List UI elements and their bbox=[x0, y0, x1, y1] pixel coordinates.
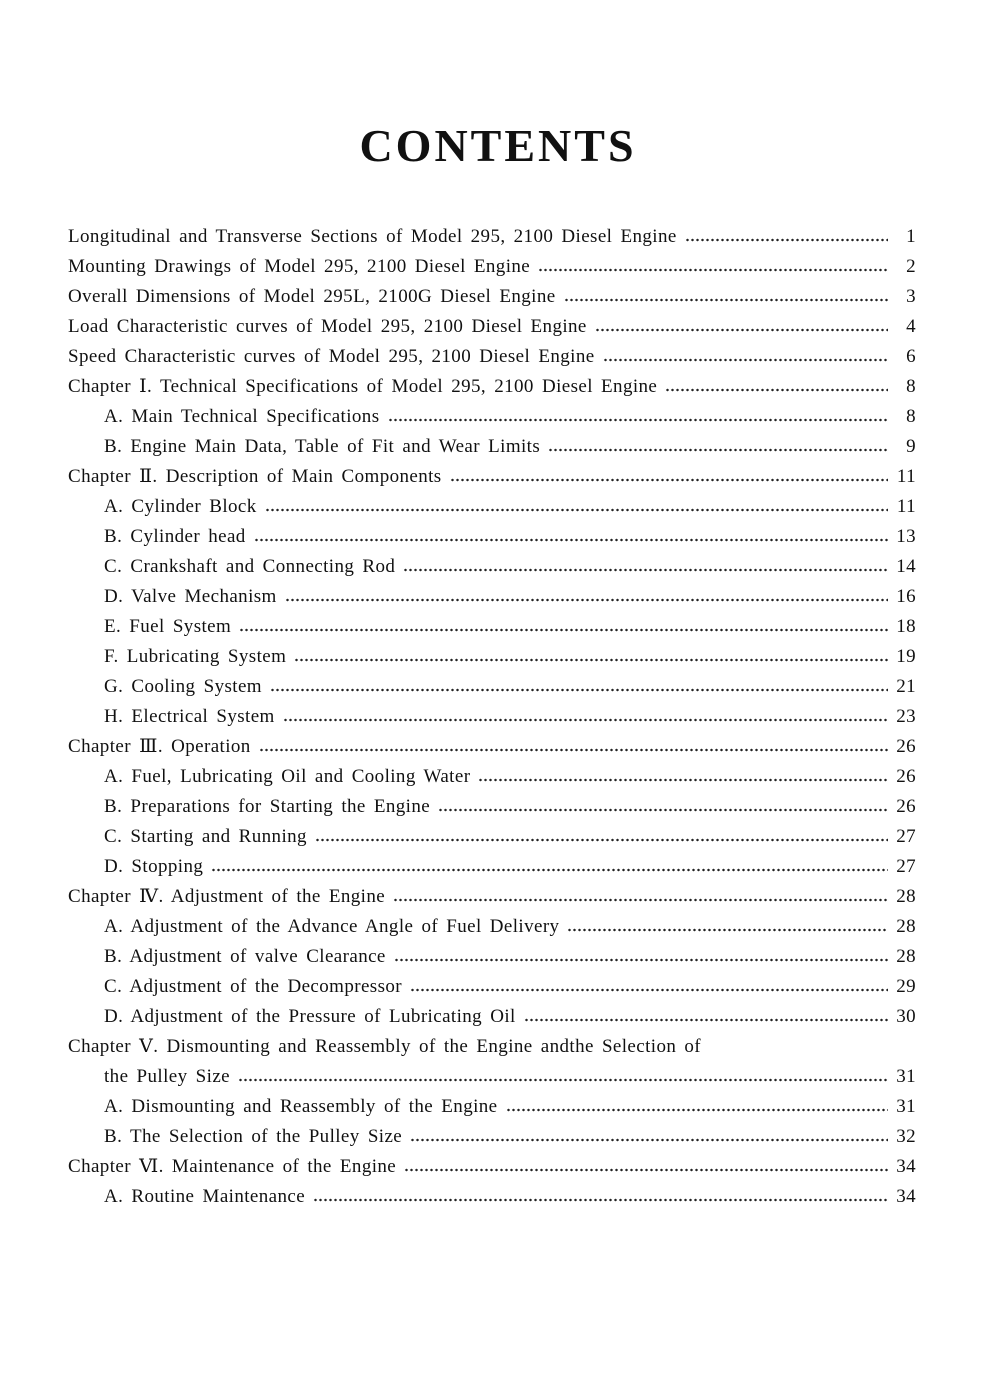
toc-entry-label: Chapter Ⅰ. Technical Specifications of Model 295, 2100 Diesel Engine bbox=[68, 376, 658, 397]
toc-entry-page-number: 6 bbox=[906, 346, 916, 367]
toc-entry bbox=[0, 972, 996, 1002]
toc-entry bbox=[0, 1122, 996, 1152]
dot-leader bbox=[239, 626, 888, 634]
toc-entry bbox=[0, 852, 996, 882]
toc-entry-label: A. Main Technical Specifications bbox=[104, 406, 380, 427]
dot-leader bbox=[410, 1136, 888, 1144]
toc-entry bbox=[0, 282, 996, 312]
dot-leader bbox=[595, 326, 888, 334]
dot-leader bbox=[313, 1196, 888, 1204]
dot-leader bbox=[506, 1106, 888, 1114]
dot-leader bbox=[450, 476, 888, 484]
dot-leader bbox=[270, 686, 888, 694]
toc-entry-page-number: 21 bbox=[896, 676, 916, 697]
toc-entry-label: D. Adjustment of the Pressure of Lubricating Oil bbox=[104, 1006, 516, 1027]
toc-entry-page-number: 32 bbox=[896, 1126, 916, 1147]
dot-leader bbox=[211, 866, 888, 874]
toc-entry-label: Chapter Ⅱ. Description of Main Components bbox=[68, 466, 442, 487]
toc-entry-label: C. Crankshaft and Connecting Rod bbox=[104, 556, 396, 577]
toc-entry-page-number: 28 bbox=[896, 916, 916, 937]
toc-entry-label: Chapter Ⅳ. Adjustment of the Engine bbox=[68, 886, 386, 907]
dot-leader bbox=[394, 956, 888, 964]
dot-leader bbox=[478, 776, 888, 784]
toc-entry bbox=[0, 792, 996, 822]
dot-leader bbox=[685, 236, 888, 244]
toc-entry-page-number: 28 bbox=[896, 946, 916, 967]
toc-entry-page-number: 29 bbox=[896, 976, 916, 997]
toc-entry-page-number: 31 bbox=[896, 1096, 916, 1117]
toc-entry-label: A. Fuel, Lubricating Oil and Cooling Water bbox=[104, 766, 471, 787]
dot-leader bbox=[238, 1076, 888, 1084]
toc-entry bbox=[0, 342, 996, 372]
dot-leader bbox=[254, 536, 888, 544]
dot-leader bbox=[393, 896, 888, 904]
toc-entry-page-number: 31 bbox=[896, 1066, 916, 1087]
toc-entry-label: the Pulley Size bbox=[104, 1066, 230, 1087]
toc-entry bbox=[0, 222, 996, 252]
dot-leader bbox=[538, 266, 888, 274]
toc-entry-page-number: 14 bbox=[896, 556, 916, 577]
toc-entry bbox=[0, 912, 996, 942]
dot-leader bbox=[294, 656, 888, 664]
toc-entry-label: G. Cooling System bbox=[104, 676, 262, 697]
toc-entry-label: Mounting Drawings of Model 295, 2100 Diesel Engine bbox=[68, 256, 531, 277]
toc-entry-label: B. The Selection of the Pulley Size bbox=[104, 1126, 403, 1147]
toc-entry-label: Chapter Ⅲ. Operation bbox=[68, 736, 251, 757]
toc-entry bbox=[0, 882, 996, 912]
toc-entry bbox=[0, 762, 996, 792]
dot-leader bbox=[388, 416, 889, 424]
toc-entry-page-number: 8 bbox=[906, 406, 916, 427]
toc-entry bbox=[0, 942, 996, 972]
toc-entry-label: A. Dismounting and Reassembly of the Engine bbox=[104, 1096, 498, 1117]
dot-leader bbox=[564, 296, 888, 304]
toc-entry-page-number: 13 bbox=[896, 526, 916, 547]
dot-leader bbox=[567, 926, 888, 934]
dot-leader bbox=[315, 836, 888, 844]
toc-entry bbox=[0, 312, 996, 342]
toc-entry bbox=[0, 732, 996, 762]
dot-leader bbox=[603, 356, 888, 364]
toc-entry bbox=[0, 462, 996, 492]
toc-entry-page-number: 1 bbox=[906, 226, 916, 247]
toc-entry-page-number: 16 bbox=[896, 586, 916, 607]
toc-entry-page-number: 28 bbox=[896, 886, 916, 907]
toc-entry bbox=[0, 402, 996, 432]
toc-entry bbox=[0, 1002, 996, 1032]
toc-entry bbox=[0, 1092, 996, 1122]
toc-entry-page-number: 30 bbox=[896, 1006, 916, 1027]
dot-leader bbox=[403, 566, 888, 574]
toc-entry-label: D. Stopping bbox=[104, 856, 204, 877]
toc-entry-label: B. Preparations for Starting the Engine bbox=[104, 796, 431, 817]
toc-entry-label: B. Cylinder head bbox=[104, 526, 246, 547]
toc-entry-page-number: 26 bbox=[896, 796, 916, 817]
page-title: CONTENTS bbox=[359, 120, 637, 171]
toc-entry-page-number: 8 bbox=[906, 376, 916, 397]
toc-entry bbox=[0, 612, 996, 642]
toc-entry bbox=[0, 432, 996, 462]
toc-entry-label: B. Engine Main Data, Table of Fit and Wear Limits bbox=[104, 436, 541, 457]
toc-entry-page-number: 34 bbox=[896, 1156, 916, 1177]
dot-leader bbox=[438, 806, 888, 814]
toc-entry-page-number: 19 bbox=[896, 646, 916, 667]
toc-entry-page-number: 11 bbox=[896, 466, 916, 487]
dot-leader bbox=[265, 506, 888, 514]
toc-entry-page-number: 27 bbox=[896, 826, 916, 847]
toc-entry bbox=[0, 1182, 996, 1212]
dot-leader bbox=[524, 1016, 888, 1024]
toc-entry bbox=[0, 372, 996, 402]
toc-entry-label: A. Routine Maintenance bbox=[104, 1186, 306, 1207]
toc-entry-page-number: 26 bbox=[896, 766, 916, 787]
table-of-contents bbox=[0, 222, 996, 1212]
toc-entry bbox=[0, 1152, 996, 1182]
toc-entry-label: Overall Dimensions of Model 295L, 2100G Diesel Engine bbox=[68, 286, 556, 307]
toc-entry-label: E. Fuel System bbox=[104, 616, 232, 637]
toc-entry bbox=[0, 702, 996, 732]
toc-entry bbox=[0, 522, 996, 552]
toc-entry-label: A. Adjustment of the Advance Angle of Fuel Delivery bbox=[104, 916, 560, 937]
toc-entry bbox=[0, 582, 996, 612]
toc-entry-page-number: 23 bbox=[896, 706, 916, 727]
toc-entry-label: H. Electrical System bbox=[104, 706, 275, 727]
toc-entry bbox=[0, 252, 996, 282]
toc-entry-page-number: 18 bbox=[896, 616, 916, 637]
toc-entry-label: Chapter Ⅴ. Dismounting and Reassembly of the Engine andthe Selection of bbox=[68, 1036, 702, 1057]
toc-entry-page-number: 27 bbox=[896, 856, 916, 877]
dot-leader bbox=[410, 986, 888, 994]
toc-entry-page-number: 34 bbox=[896, 1186, 916, 1207]
toc-entry bbox=[0, 492, 996, 522]
toc-entry-label: Speed Characteristic curves of Model 295, 2100 Diesel Engine bbox=[68, 346, 595, 367]
toc-entry-page-number: 26 bbox=[896, 736, 916, 757]
toc-entry-label: B. Adjustment of valve Clearance bbox=[104, 946, 386, 967]
toc-entry bbox=[0, 1032, 996, 1062]
toc-entry-label: A. Cylinder Block bbox=[104, 496, 257, 517]
dot-leader bbox=[665, 386, 888, 394]
toc-entry bbox=[0, 822, 996, 852]
toc-entry-label: D. Valve Mechanism bbox=[104, 586, 277, 607]
toc-entry-label: Longitudinal and Transverse Sections of Model 295, 2100 Diesel Engine bbox=[68, 226, 677, 247]
toc-entry-page-number: 4 bbox=[906, 316, 916, 337]
toc-entry bbox=[0, 1062, 996, 1092]
dot-leader bbox=[404, 1166, 888, 1174]
toc-entry-label: C. Starting and Running bbox=[104, 826, 307, 847]
toc-entry-page-number: 11 bbox=[896, 496, 916, 517]
toc-entry bbox=[0, 642, 996, 672]
toc-entry-page-number: 2 bbox=[906, 256, 916, 277]
toc-entry-page-number: 9 bbox=[906, 436, 916, 457]
toc-entry bbox=[0, 552, 996, 582]
toc-entry-label: Chapter Ⅵ. Maintenance of the Engine bbox=[68, 1156, 397, 1177]
toc-entry-label: F. Lubricating System bbox=[104, 646, 287, 667]
toc-entry-page-number: 3 bbox=[906, 286, 916, 307]
dot-leader bbox=[283, 716, 888, 724]
dot-leader bbox=[548, 446, 888, 454]
toc-entry-label: Load Characteristic curves of Model 295, 2100 Diesel Engine bbox=[68, 316, 587, 337]
toc-entry bbox=[0, 672, 996, 702]
toc-entry-label: C. Adjustment of the Decompressor bbox=[104, 976, 403, 997]
dot-leader bbox=[259, 746, 888, 754]
dot-leader bbox=[285, 596, 888, 604]
